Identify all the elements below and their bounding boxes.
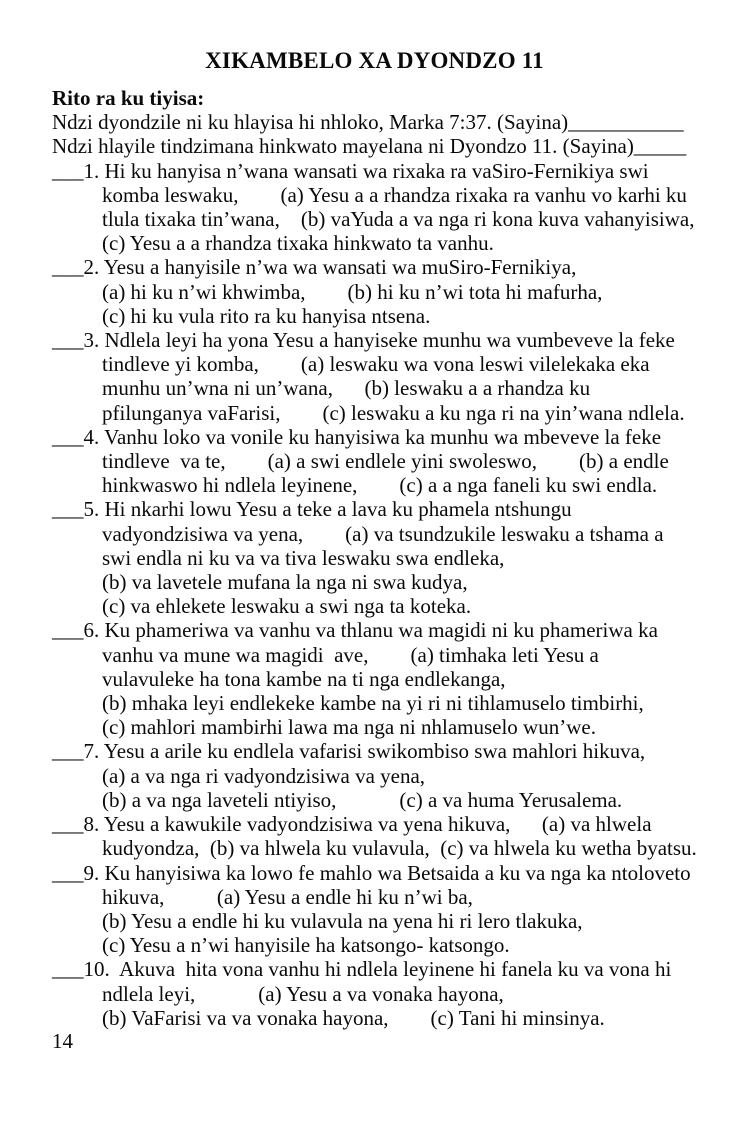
text-line: (c) va ehlekete leswaku a swi nga ta koteka. (102, 594, 472, 619)
text-line: hikuva, (a) Yesu a endle hi ku n’wi ba, (102, 884, 473, 909)
text-line: (b) VaFarisi va va vonaka hayona, (c) Tani hi minsinya. (102, 1005, 605, 1030)
text-line: ___3. Ndlela leyi ha yona Yesu a hanyiseke munhu wa vumbeveve la feke (52, 328, 675, 353)
text-line: (c) Yesu a a rhandza tixaka hinkwato ta vanhu. (102, 231, 494, 256)
text-line: hinkwaswo hi ndlela leyinene, (c) a a nga faneli ku swi endla. (102, 473, 658, 498)
text-line: ___1. Hi ku hanyisa n’wana wansati wa rixaka ra vaSiro-Fernikiya swi (52, 158, 649, 183)
text-line: komba leswaku, (a) Yesu a a rhandza rixaka ra vanhu vo karhi ku (102, 182, 687, 207)
text-line: ___5. Hi nkarhi lowu Yesu a teke a lava ku phamela ntshungu (52, 497, 572, 522)
text-line: tindleve va te, (a) a swi endlele yini swoleswo, (b) a endle (102, 449, 669, 474)
text-line: (c) Yesu a n’wi hanyisile ha katsongo- katsongo. (102, 933, 510, 958)
text-line: munhu un’wna ni un’wana, (b) leswaku a a rhandza ku (102, 376, 591, 401)
text-line: (c) hi ku vula rito ra ku hanyisa ntsena. (102, 303, 431, 328)
document-body (52, 86, 729, 1030)
text-line: ___10. Akuva hita vona vanhu hi ndlela leyinene hi fanela ku va vona hi (52, 957, 672, 982)
text-line: Ndzi hlayile tindzimana hinkwato mayelana ni Dyondzo 11. (Sayina)_____ (52, 134, 687, 159)
text-line: tindleve yi komba, (a) leswaku wa vona leswi vilelekaka eka (102, 352, 650, 377)
text-line: (a) a va nga ri vadyondzisiwa va yena, (102, 763, 426, 788)
text-line: (c) mahlori mambirhi lawa ma nga ni nhlamuselo wun’we. (102, 715, 596, 740)
text-line: (b) a va nga laveteli ntiyiso, (c) a va huma Yerusalema. (102, 787, 623, 812)
text-line: ___7. Yesu a arile ku endlela vafarisi swikombiso swa mahlori hikuva, (52, 739, 646, 764)
text-line: ndlela leyi, (a) Yesu a va vonaka hayona, (102, 981, 504, 1006)
text-line: tlula tixaka tin’wana, (b) vaYuda a va nga ri kona kuva vahanyisiwa, (102, 207, 695, 232)
text-line: (a) hi ku n’wi khwimba, (b) hi ku n’wi tota hi mafurha, (102, 279, 603, 304)
text-line: vulavuleke ha tona kambe na ti nga endlekanga, (102, 666, 506, 691)
text-line: ___4. Vanhu loko va vonile ku hanyisiwa ka munhu wa mbeveve la feke (52, 424, 662, 449)
page-number: 14 (52, 1029, 73, 1053)
text-line: ___8. Yesu a kawukile vadyondzisiwa va yena hikuva, (a) va hlwela (52, 812, 652, 837)
text-line: kudyondza, (b) va hlwela ku vulavula, (c) va hlwela ku wetha byatsu. (102, 836, 697, 861)
text-line: (b) Yesu a endle hi ku vulavula na yena hi ri lero tlakuka, (102, 908, 583, 933)
text-line: (b) mhaka leyi endlekeke kambe na yi ri ni tihlamuselo timbirhi, (102, 691, 644, 716)
text-line: ___9. Ku hanyisiwa ka lowo fe mahlo wa Betsaida a ku va nga ka ntoloveto (52, 860, 691, 885)
text-lines (52, 110, 729, 1030)
text-line: Ndzi dyondzile ni ku hlayisa hi nhloko, Marka 7:37. (Sayina)___________ (52, 110, 684, 135)
document-title: XIKAMBELO XA DYONDZO 11 (205, 48, 544, 73)
section-heading: Rito ra ku tiyisa: (52, 86, 205, 110)
text-line: pfilunganya vaFarisi, (c) leswaku a ku nga ri na yin’wana ndlela. (102, 400, 685, 425)
text-line: vanhu va mune wa magidi ave, (a) timhaka leti Yesu a (102, 642, 599, 667)
text-line: ___6. Ku phameriwa va vanhu va thlanu wa magidi ni ku phameriwa ka (52, 618, 658, 643)
text-line: swi endla ni ku va va tiva leswaku swa endleka, (102, 545, 505, 570)
text-line: vadyondzisiwa va yena, (a) va tsundzukile leswaku a tshama a (102, 521, 664, 546)
text-line: (b) va lavetele mufana la nga ni swa kudya, (102, 570, 468, 595)
text-line: ___2. Yesu a hanyisile n’wa wa wansati wa muSiro-Fernikiya, (52, 255, 577, 280)
